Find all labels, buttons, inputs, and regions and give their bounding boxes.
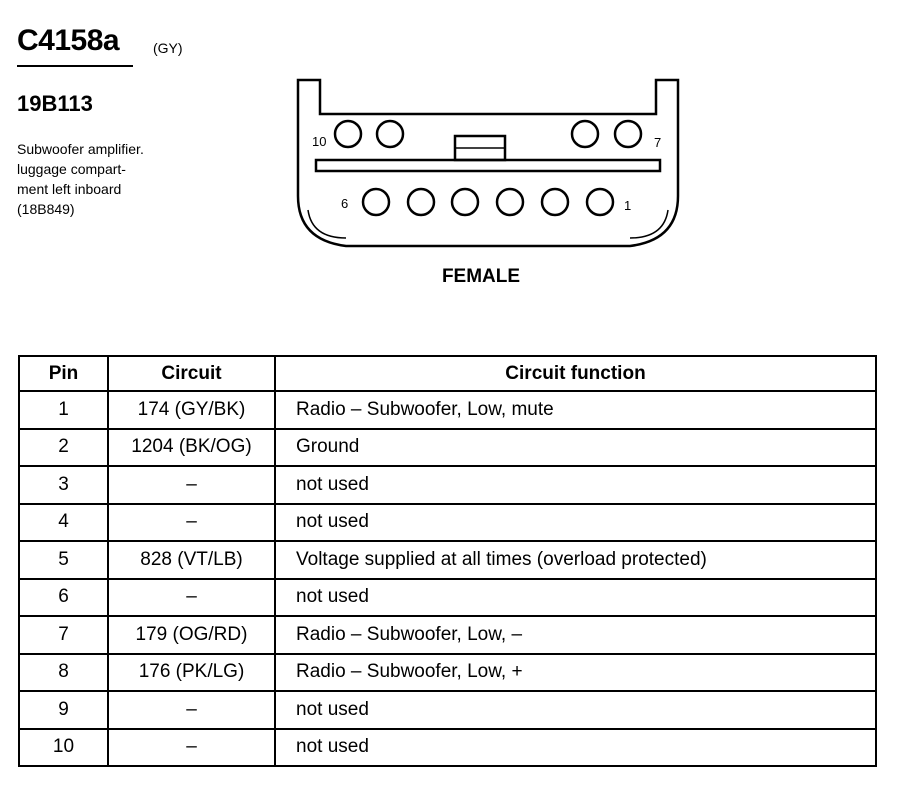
connector-title: C4158a [17,24,120,57]
pin-socket-3 [497,189,523,215]
table-row [19,654,876,692]
pin-socket-6 [363,189,389,215]
circuit-function: Radio – Subwoofer, Low, mute [275,391,876,429]
pin-number: 1 [19,391,108,429]
description-line: (18B849) [17,201,75,217]
header-circuit-function: Circuit function [275,356,876,391]
connector-face-diagram [290,78,690,258]
pin-number: 3 [19,466,108,504]
table-row [19,429,876,467]
table-header-row [19,356,876,391]
connector-color-code: (GY) [153,40,183,56]
table-row [19,579,876,617]
pin-label-1: 1 [624,198,632,213]
circuit-function: not used [275,729,876,767]
table-row [19,466,876,504]
part-number: 19B113 [17,91,93,116]
circuit-function: not used [275,691,876,729]
pin-socket-10 [335,121,361,147]
circuit: – [108,579,275,617]
pin-socket-1 [587,189,613,215]
header-pin: Pin [19,356,108,391]
pin-label-6: 6 [341,196,349,211]
circuit: 828 (VT/LB) [108,541,275,579]
circuit: – [108,466,275,504]
table-row [19,691,876,729]
pin-socket-7 [615,121,641,147]
pin-socket-4 [452,189,478,215]
pin-socket-8 [572,121,598,147]
circuit: – [108,729,275,767]
circuit-function: Radio – Subwoofer, Low, – [275,616,876,654]
keying-rib [316,160,660,171]
pin-table [18,355,877,767]
table-row [19,391,876,429]
circuit: – [108,691,275,729]
table-row [19,504,876,542]
circuit: 179 (OG/RD) [108,616,275,654]
pin-number: 8 [19,654,108,692]
pin-number: 10 [19,729,108,767]
circuit-function: Radio – Subwoofer, Low, + [275,654,876,692]
connector-housing [298,80,678,246]
pin-number: 2 [19,429,108,467]
description-line: Subwoofer amplifier. [17,141,144,157]
circuit: – [108,504,275,542]
circuit: 174 (GY/BK) [108,391,275,429]
pin-label-7: 7 [654,135,662,150]
circuit: 176 (PK/LG) [108,654,275,692]
circuit: 1204 (BK/OG) [108,429,275,467]
table-row [19,541,876,579]
header-circuit: Circuit [108,356,275,391]
housing-inner-edge [308,210,668,238]
pin-label-10: 10 [312,134,327,149]
pin-number: 4 [19,504,108,542]
description-line: luggage compart- [17,161,126,177]
pin-number: 6 [19,579,108,617]
circuit-function: not used [275,504,876,542]
pin-number: 9 [19,691,108,729]
pin-socket-5 [408,189,434,215]
description-line: ment left inboard [17,181,122,197]
title-underline [17,65,133,67]
pin-socket-2 [542,189,568,215]
connector-gender-label: FEMALE [441,266,521,287]
circuit-function: Voltage supplied at all times (overload protected) [275,541,876,579]
table-row [19,616,876,654]
pin-number: 7 [19,616,108,654]
connector-description [17,139,144,219]
circuit-function: not used [275,466,876,504]
pin-socket-9 [377,121,403,147]
circuit-function: not used [275,579,876,617]
circuit-function: Ground [275,429,876,467]
pin-number: 5 [19,541,108,579]
table-row [19,729,876,767]
